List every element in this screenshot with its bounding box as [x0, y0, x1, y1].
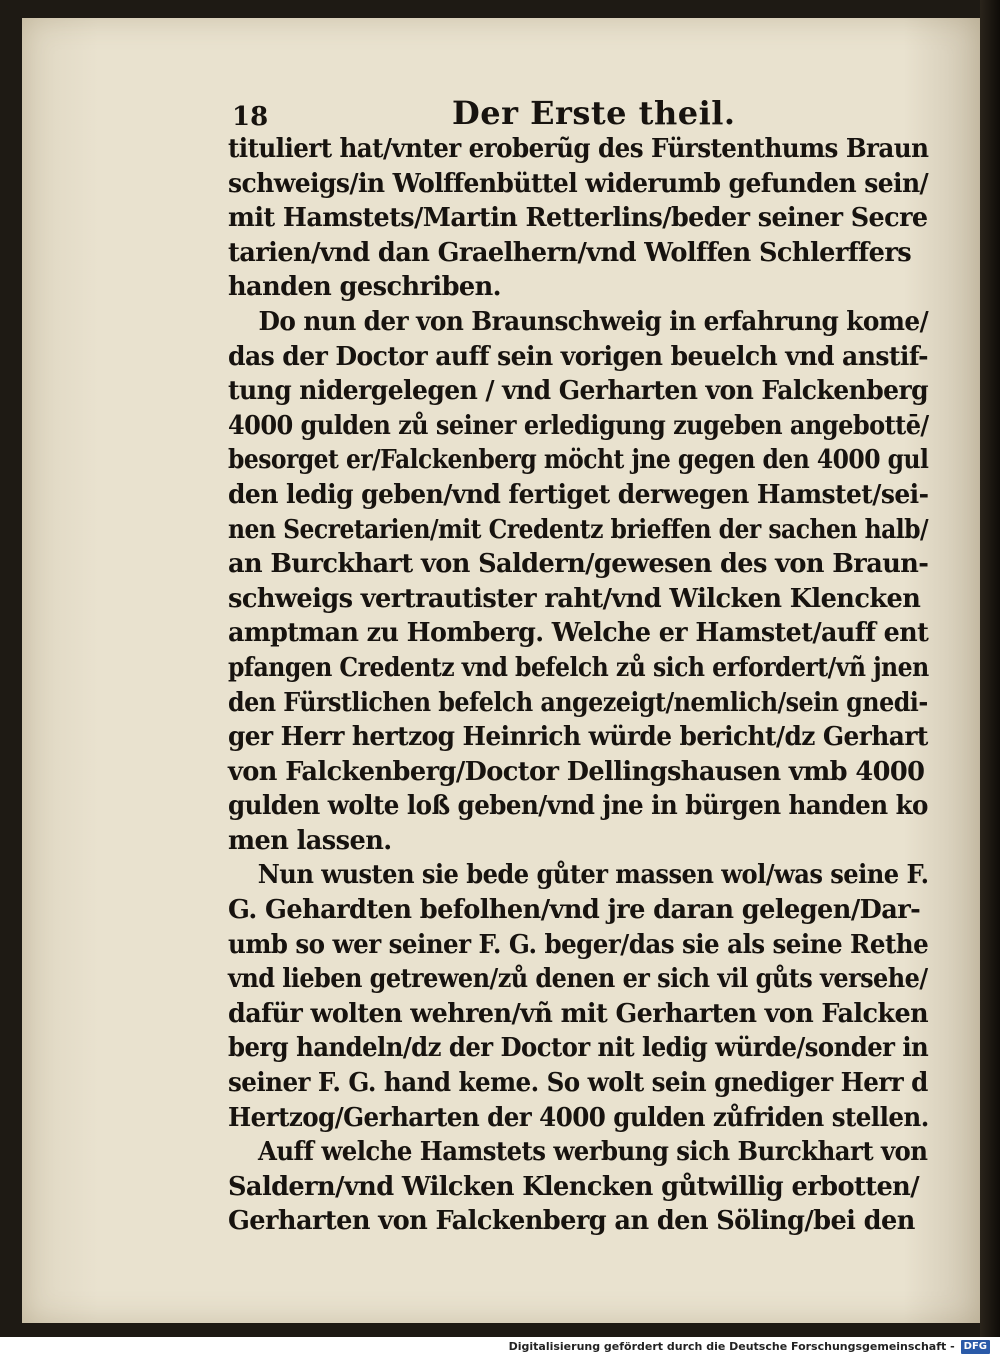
text-line: tituliert hat/vnter eroberũg des Fürstenthums Braun [228, 134, 929, 164]
text-line: Auff welche Hamstets werbung sich Burckhart von [258, 1137, 928, 1168]
text-line: tarien/vnd dan Graelhern/vnd Wolffen Schlerffers [228, 237, 912, 268]
text-line: amptman zu Homberg. Welche er Hamstet/auff ent [228, 618, 929, 649]
text-line: pfangen Credentz vnd befelch zů sich erfordert/vñ jnen [228, 652, 929, 683]
funding-note: Digitalisierung gefördert durch die Deutsche Forschungsgemeinschaft - [508, 1340, 955, 1353]
text-line: 4000 gulden zů seiner erledigung zugeben angebottē/ [228, 410, 929, 441]
dfg-logo: DFG [961, 1340, 990, 1354]
text-line: besorget er/Falckenberg möcht jne gegen den 4000 gul [228, 445, 929, 476]
page-number: 18 [232, 102, 269, 132]
text-line: schweigs vertrautister raht/vnd Wilcken Klencken [228, 583, 921, 614]
text-line: berg handeln/dz der Doctor nit ledig würde/sonder in [228, 1033, 929, 1064]
page-text [228, 92, 938, 1239]
text-line: das der Doctor auff sein vorigen beuelch vnd anstif- [228, 341, 928, 372]
text-line: mit Hamstets/Martin Retterlins/beder seiner Secre [228, 203, 928, 234]
text-line: G. Gehardten befolhen/vnd jre daran gelegen/Dar- [228, 895, 921, 926]
text-line: Nun wusten sie bede gůter massen wol/was seine F. [257, 860, 929, 891]
body-text [228, 132, 938, 1239]
text-line: Saldern/vnd Wilcken Klencken gůtwillig erbotten/ [228, 1171, 920, 1202]
text-line: men lassen. [228, 825, 392, 856]
text-line: schweigs/in Wolffenbüttel widerumb gefunden sein/ [228, 168, 929, 199]
text-line: den ledig geben/vnd fertiget derwegen Hamstet/sei- [228, 479, 929, 510]
text-line: nen Secretarien/mit Credentz brieffen der sachen halb/ [228, 514, 929, 545]
page-header [228, 92, 938, 132]
text-line: Hertzog/Gerharten der 4000 gulden zůfriden stellen. [228, 1102, 929, 1133]
footer-bar [0, 1337, 1000, 1357]
text-line: den Fürstlichen befelch angezeigt/nemlich/sein gnedi- [228, 687, 928, 718]
running-title: Der Erste theil. [452, 94, 736, 132]
text-line: tung nidergelegen / vnd Gerharten von Falckenberg [228, 376, 929, 407]
text-line: an Burckhart von Saldern/gewesen des von Braun- [228, 549, 929, 580]
text-line: Do nun der von Braunschweig in erfahrung kome/ [258, 306, 929, 337]
text-line: gulden wolte loß geben/vnd jne in bürgen handen ko [228, 791, 928, 822]
text-line: umb so wer seiner F. G. beger/das sie als seine Rethe [228, 929, 929, 960]
page-edge-shadow [980, 0, 1000, 1337]
text-line: ger Herr hertzog Heinrich würde bericht/dz Gerhart [228, 722, 928, 753]
text-line: seiner F. G. hand keme. So wolt sein gnediger Herr d [228, 1068, 928, 1099]
text-line: dafür wolten wehren/vñ mit Gerharten von Falcken [228, 998, 929, 1029]
text-line: handen geschriben. [228, 272, 502, 303]
text-line: Gerharten von Falckenberg an den Söling/bei den [228, 1206, 915, 1237]
text-line: vnd lieben getrewen/zů denen er sich vil gůts versehe/ [228, 964, 928, 995]
text-line: von Falckenberg/Doctor Dellingshausen vmb 4000 [228, 756, 925, 787]
